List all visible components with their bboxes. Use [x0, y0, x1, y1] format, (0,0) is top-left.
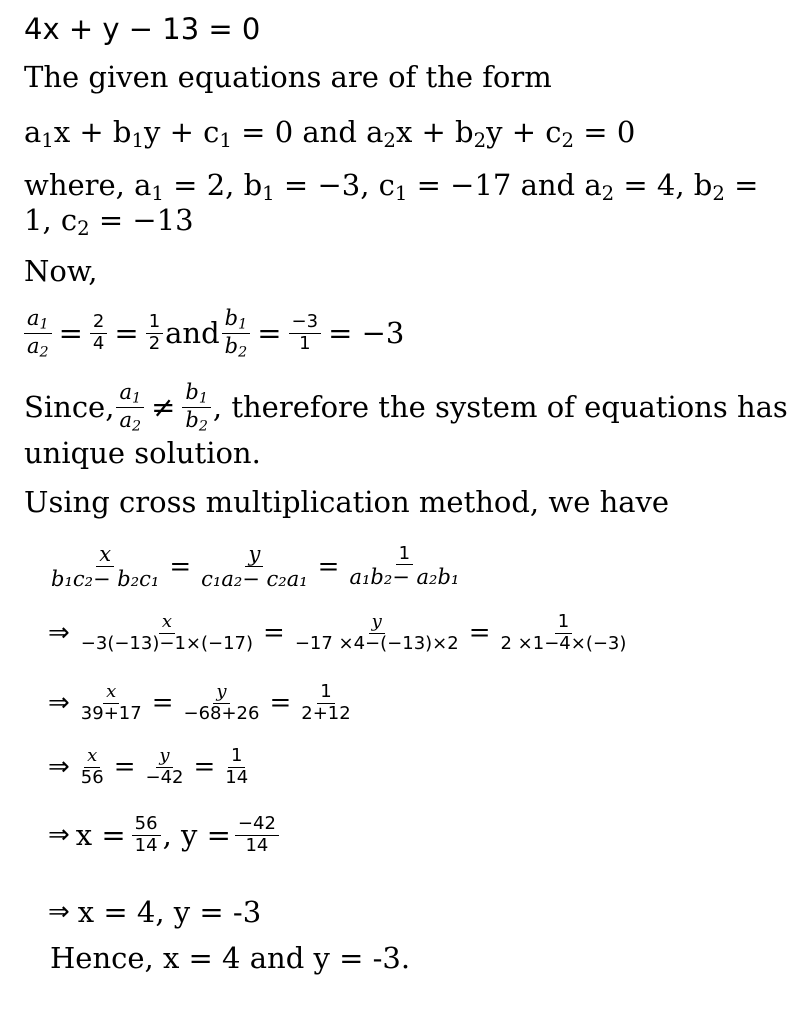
step4-frac-y: $\frac{-42}{14}$ [235, 814, 279, 856]
intro-text: The given equations are of the form [24, 60, 552, 94]
ratio-1-2: $\frac{1}{2}$ [146, 312, 163, 354]
step2-frac-y: $\frac{y}{-68+26}$ [183, 681, 260, 724]
step-3: ⇒ $\frac{x}{56}$ = $\frac{y}{-42}$ = $\frac{1}{14}$ [48, 746, 253, 788]
formula-frac-1: $\frac{1}{\text{a₁b₂− a₂b₁}}$ [349, 542, 460, 590]
step1-frac-1: $\frac{1}{2 \times 1-4\times(-3)}$ [500, 611, 627, 654]
ratio-neg3-1: $\frac{-3}{1}$ [289, 312, 322, 354]
step2-frac-1: $\frac{1}{2+12}$ [301, 681, 351, 724]
general-form: $a_1x + b_1y + c_1 = 0$ and $a_2x + b_2y + c_2 = 0$ [24, 115, 636, 152]
step2-frac-x: $\frac{x}{39+17}$ [80, 681, 142, 724]
step-4: ⇒ x = $\frac{56}{14}$ , y = $\frac{-42}{14}$ [48, 814, 281, 856]
equation-2: 4x + y − 13 = 0 [24, 12, 261, 46]
step4-frac-x: $\frac{56}{14}$ [132, 814, 161, 856]
formula-frac-y: $\frac{y}{\text{c₁a₂− c₂a₁}}$ [201, 542, 308, 592]
cross-multiplication-formula: $\frac{x}{\text{b₁c₂− b₂c₁}}$ = $\frac{y}{\text{c₁a₂− c₂a₁}}$ = $\frac{1}{\text{a₁b₂− a₂b₁}}$ [46, 542, 464, 591]
step3-frac-x: $\frac{x}{56}$ [80, 745, 104, 788]
ratio-a1-a2: $\frac{a_1}{a_2}$ [24, 306, 52, 361]
ratio-b1-b2: $\frac{b_1}{b_2}$ [222, 306, 251, 361]
step3-frac-y: $\frac{y}{-42}$ [145, 745, 184, 788]
step3-frac-1: $\frac{1}{14}$ [225, 745, 249, 788]
unique-solution-text: unique solution. [24, 436, 261, 470]
ratios-line: $\frac{a_1}{a_2}$ = $\frac{2}{4}$ = $\frac{1}{2}$ and $\frac{b_1}{b_2}$ = $\frac{-3}{1}$ = −3 [22, 306, 409, 361]
step-1: ⇒ $\frac{x}{-3(-13)-1\times(-17)}$ = $\frac{y}{-17 \times 4-(-13)\times 2}$ = $\frac{1}{2 \times 1-4\times(-3)}$ [48, 612, 631, 654]
step1-frac-y: $\frac{y}{-17 \times 4-(-13)\times 2}$ [294, 611, 459, 654]
since-ratio-b: $\frac{b_1}{b_2}$ [182, 380, 211, 435]
coefficients-line-1: where, $a_1 = 2$, $b_1 = -3$, $c_1 = -17$ and $a_2 = 4$, $b_2$ = [24, 168, 759, 205]
now-text: Now, [24, 254, 98, 288]
step-5: ⇒ x = 4, y = -3 [48, 895, 262, 929]
conclusion-text: Hence, x = 4 and y = -3. [50, 941, 411, 975]
since-line: Since, $\frac{a_1}{a_2}$ ≠ $\frac{b_1}{b_2}$ , therefore the system of equations has [24, 380, 788, 435]
coefficients-line-2: 1, $c_2 = -13$ [24, 203, 194, 240]
ratio-2-4: $\frac{2}{4}$ [90, 312, 107, 354]
step1-frac-x: $\frac{x}{-3(-13)-1\times(-17)}$ [80, 611, 254, 654]
step-2: ⇒ $\frac{x}{39+17}$ = $\frac{y}{-68+26}$ = $\frac{1}{2+12}$ [48, 682, 356, 724]
formula-frac-x: $\frac{x}{\text{b₁c₂− b₂c₁}}$ [51, 542, 160, 592]
since-ratio-a: $\frac{a_1}{a_2}$ [116, 380, 144, 435]
method-text: Using cross multiplication method, we have [24, 485, 670, 519]
